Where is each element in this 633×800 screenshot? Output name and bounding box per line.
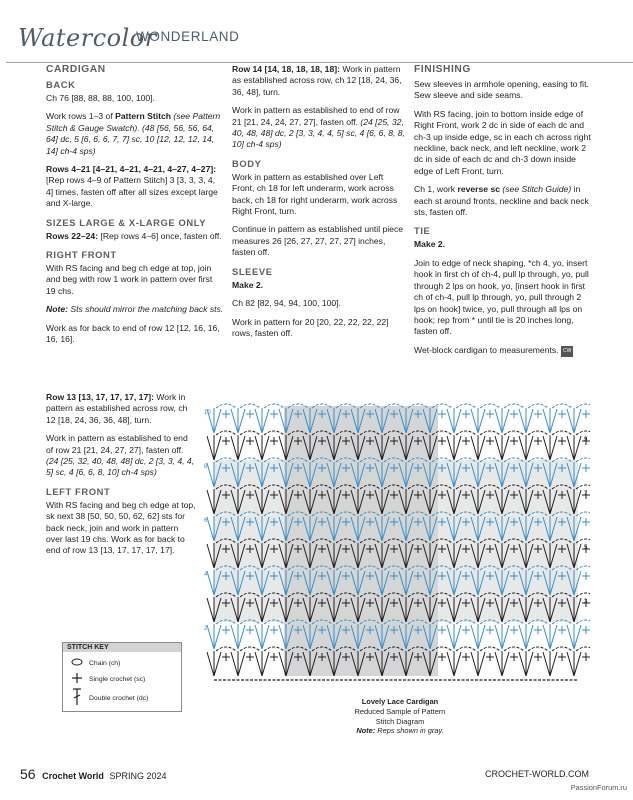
chain-arc [216,404,236,408]
sizes-heading: SIZES LARGE & X-LARGE ONLY [46,216,207,228]
chain-arc [576,539,590,543]
chain-arc [552,404,572,408]
dc-stitch [447,652,454,676]
column-3 [414,64,594,364]
dc-stitch [447,625,454,649]
chain-arc [576,620,590,624]
dc-stitch [231,625,238,649]
sleeve-work: Work in pattern for 20 [20, 22, 22, 22, 22] rows, fasten off. [232,316,389,338]
diagram-caption [300,697,500,736]
column-1-lower [46,392,196,564]
tie-text: Join to edge of neck shaping, *ch 4, yo, insert hook in first ch of ch-4, pull lp through, yo, pull through 2 lps on hook, yo, [insert hook in first ch of ch-4, pull lp through, yo, pull through 2 lps on hook] twice, yo, pull through all lps on hook; rep from * until tie is 20 inches long, fasten off. [414,257,589,337]
cw-end-mark: CW [561,346,573,357]
dc-stitch [567,436,574,460]
dc-stitch [567,625,574,649]
caption-line2: Stitch Diagram [375,716,425,726]
chain-arc [456,431,476,435]
dc-stitch [567,409,574,433]
dc-stitch [262,409,269,433]
body-heading: BODY [232,157,262,169]
dc-stitch [214,652,221,676]
dc-stitch [231,652,238,676]
body-cont: Continue in pattern as established until piece measures 26 [26, 27, 27, 27, 27] inches, fasten off. [232,224,404,258]
dc-stitch [207,544,214,568]
dc-stitch [262,436,269,460]
dc-stitch [255,652,262,676]
chain-arc [552,647,572,651]
dc-stitch [454,409,461,433]
column-1 [46,64,224,353]
dc-stitch [574,409,581,433]
dc-stitch [255,436,262,460]
dc-stitch [231,409,238,433]
dc-stitch [502,625,509,649]
row-number-right: 1 [584,653,588,659]
chain-arc [240,404,260,408]
chain-arc [264,404,284,408]
dc-stitch [471,652,478,676]
page-header [6,18,240,52]
dc-stitch [238,625,245,649]
chain-arc [504,647,524,651]
dc-stitch [550,409,557,433]
sleeve-make2: Make 2. [232,279,264,290]
dc-stitch [519,625,526,649]
chain-arc [576,593,590,597]
row-number-left: 10 [204,410,211,416]
dc-stitch [207,490,214,514]
dc-stitch [471,409,478,433]
dc-stitch [495,652,502,676]
dc-stitch [238,652,245,676]
chain-arc [552,431,572,435]
stitch-diagram [202,396,590,688]
chain-arc [576,458,590,462]
body-text: Work in pattern as established over Left Front, ch 18 for left underarm, work across back, ch 18 for right underarm, work across Right Front, turn. [232,171,398,217]
chain-arc [576,512,590,516]
footer-left [20,766,166,782]
dc-stitch [495,409,502,433]
dc-stitch [502,652,509,676]
wet-block: Wet-block cardigan to measurements. CW [414,345,594,357]
note-para: Note: Sts should mirror the matching back sts. [46,304,224,315]
dc-stitch [255,625,262,649]
row-number-left: 2 [204,626,208,632]
left-front-heading: LEFT FRONT [46,485,111,497]
dc-stitch [519,409,526,433]
dc-stitch [574,625,581,649]
dc-stitch [543,625,550,649]
key-row-sc: Single crochet (sc) [69,672,145,686]
dc-stitch [550,625,557,649]
dc-stitch [207,625,214,649]
dc-stitch [543,652,550,676]
dc-stitch [502,436,509,460]
row-number-right: 3 [584,599,588,605]
dc-stitch [214,409,221,433]
dc-stitch [574,652,581,676]
stitch-key [62,642,182,712]
chain-arc [504,404,524,408]
header-script-title: Watercolor [18,24,157,52]
dc-stitch [454,652,461,676]
site-url: CROCHET-WORLD.COM [485,769,589,779]
chain-arc [576,485,590,489]
sleeve-ch: Ch 82 [82, 94, 94, 100, 100]. [232,298,341,309]
dc-stitch [526,409,533,433]
chain-arc [480,647,500,651]
dc-stitch [574,436,581,460]
sc-icon [69,672,85,686]
dc-icon [69,688,85,708]
dc-stitch [471,436,478,460]
tie-make2: Make 2. [414,239,446,250]
chain-arc [216,647,236,651]
work-rows-para: Work rows 1–3 of Pattern Stitch (see Pattern Stitch & Gauge Swatch). (48 [56, 56, 56, 64, 64] dc, 5 [6, 6, 6, 7, 7] sc, 10 [12, 12, 12, 14, 14] ch-4 sps) [46,111,221,156]
stitch-key-title: STITCH KEY [63,643,181,652]
dc-stitch [454,625,461,649]
cardigan-heading: CARDIGAN [46,64,106,75]
header-caps-title: WONDERLAND [136,29,240,44]
finishing-3: Ch 1, work reverse sc (see Stitch Guide) in each st around fronts, neckline and back neck sts, fasten off. [414,184,589,218]
caption-line1: Reduced Sample of Pattern [354,706,446,716]
chain-arc [480,431,500,435]
key-row-dc: Double crochet (dc) [69,688,148,708]
dc-stitch [207,517,214,541]
row-number-right: 9 [584,437,588,443]
repeat-band-vertical [214,460,578,622]
dc-stitch [502,409,509,433]
page-number: 56 [20,766,36,782]
row14-para: Row 14 [14, 18, 18, 18, 18]: Work in pattern as established across row, ch 12 [18, 24, 36, 36, 48], turn. [232,64,402,97]
dc-stitch [255,409,262,433]
row-number-left: 8 [204,464,208,470]
row13-b-para: Work in pattern as established to end of row 21 [21, 24, 27, 27], fasten off. (24 [25, 32, 40, 48, 48] dc, 2 [3, 3, 4, 4, 5] sc, 4 [6, 6, 8, 10] ch-4 sps) [46,433,195,478]
right-front-back: Work as for back to end of row 12 [12, 16, 16, 16, 16]. [46,322,220,345]
dc-stitch [207,652,214,676]
header-rule [6,62,633,63]
dc-stitch [495,625,502,649]
dc-stitch [478,652,485,676]
chain-arc [528,647,548,651]
chain-arc [264,431,284,435]
dc-stitch [207,598,214,622]
back-heading: BACK [46,79,76,90]
dc-stitch [214,625,221,649]
chain-arc [216,431,236,435]
dc-stitch [214,436,221,460]
chain-arc [576,431,590,435]
finishing-heading: FINISHING [414,64,471,75]
left-front-text: With RS facing and beg ch edge at top, sk next 38 [50, 50, 50, 62, 62] sts for back neck, join and work in pattern over last 19 chs. Work as for back to end of row 13 [13, 17, 17, 17, 17]. [46,499,196,556]
row14-b-para: Work in pattern as established to end of row 21 [21, 24, 24, 27, 27], fasten off. (24 [25, 32, 40, 48, 48] dc, 2 [3, 3, 4, 4, 5] sc, 4 [6, 6, 8, 8, 10] ch-4 sps) [232,105,405,150]
back-ch: Ch 76 [88, 88, 88, 100, 100]. [46,93,155,103]
dc-stitch [550,652,557,676]
dc-stitch [447,409,454,433]
issue: SPRING 2024 [109,771,167,781]
dc-stitch [478,625,485,649]
finishing-2: With RS facing, join to bottom inside edge of Right Front, work 2 dc in side of each dc and ch-3 up inside edge, sc in each ch across right neckline, back neck, and left neckline, work 2 dc in side of each dc and ch-3 down inside edge of Left Front, turn. [414,108,591,176]
dc-stitch [526,625,533,649]
dc-stitch [478,436,485,460]
key-row-chain: Chain (ch) [69,658,120,668]
tie-heading: TIE [414,225,431,237]
dc-stitch [231,436,238,460]
chain-arc [456,404,476,408]
dc-stitch [543,409,550,433]
dc-stitch [238,409,245,433]
dc-stitch [543,436,550,460]
chain-arc [528,404,548,408]
dc-stitch [550,436,557,460]
row-number-right: 5 [584,545,588,551]
dc-stitch [207,571,214,595]
watermark: PassionForum.ru [570,783,627,792]
dc-stitch [495,436,502,460]
sleeve-heading: SLEEVE [232,265,273,277]
magazine-name: Crochet World [42,771,104,781]
dc-stitch [454,436,461,460]
caption-note: Note: Reps shown in gray. [356,726,444,736]
dc-stitch [519,436,526,460]
dc-stitch [526,652,533,676]
chain-arc [528,431,548,435]
chain-arc [480,404,500,408]
row13-para: Row 13 [13, 17, 17, 17, 17]: Work in pattern as established across row, ch 12 [18, 24, 36, 36, 48], turn. [46,392,188,425]
chain-arc [240,431,260,435]
chain-arc [240,647,260,651]
rows22-para: Rows 22–24: [Rep rows 4–6] once, fasten off. [46,230,222,241]
column-2 [232,64,406,346]
chain-arc [456,647,476,651]
chain-arc [504,431,524,435]
dc-stitch [262,652,269,676]
chain-arc [264,647,284,651]
finishing-1: Sew sleeves in armhole opening, easing to fit. Sew sleeve and side seams. [414,79,589,101]
dc-stitch [567,652,574,676]
dc-stitch [478,409,485,433]
dc-stitch [238,436,245,460]
right-front-text: With RS facing and beg ch edge at top, join and beg with row 1 work in pattern over first 19 chs. [46,263,213,296]
dc-stitch [207,436,214,460]
chain-arc [576,404,590,408]
dc-stitch [262,625,269,649]
rows4-para: Rows 4–21 [4–21, 4–21, 4–21, 4–27, 4–27]: [Rep rows 4–9 of Pattern Stitch] 3 [3, 3, 3, 4, 4] times, fasten off after all sizes except large and X-large. [46,164,218,209]
row-number-right: 7 [584,491,588,497]
row-number-left: 6 [204,518,208,524]
chain-arc [576,566,590,570]
right-front-heading: RIGHT FRONT [46,249,117,261]
dc-stitch [526,436,533,460]
dc-stitch [447,436,454,460]
row-number-left: 4 [204,572,208,578]
chain-icon [69,658,85,668]
chain-arc [576,647,590,651]
dc-stitch [519,652,526,676]
caption-title: Lovely Lace Cardigan [361,697,439,706]
dc-stitch [207,463,214,487]
dc-stitch [471,625,478,649]
